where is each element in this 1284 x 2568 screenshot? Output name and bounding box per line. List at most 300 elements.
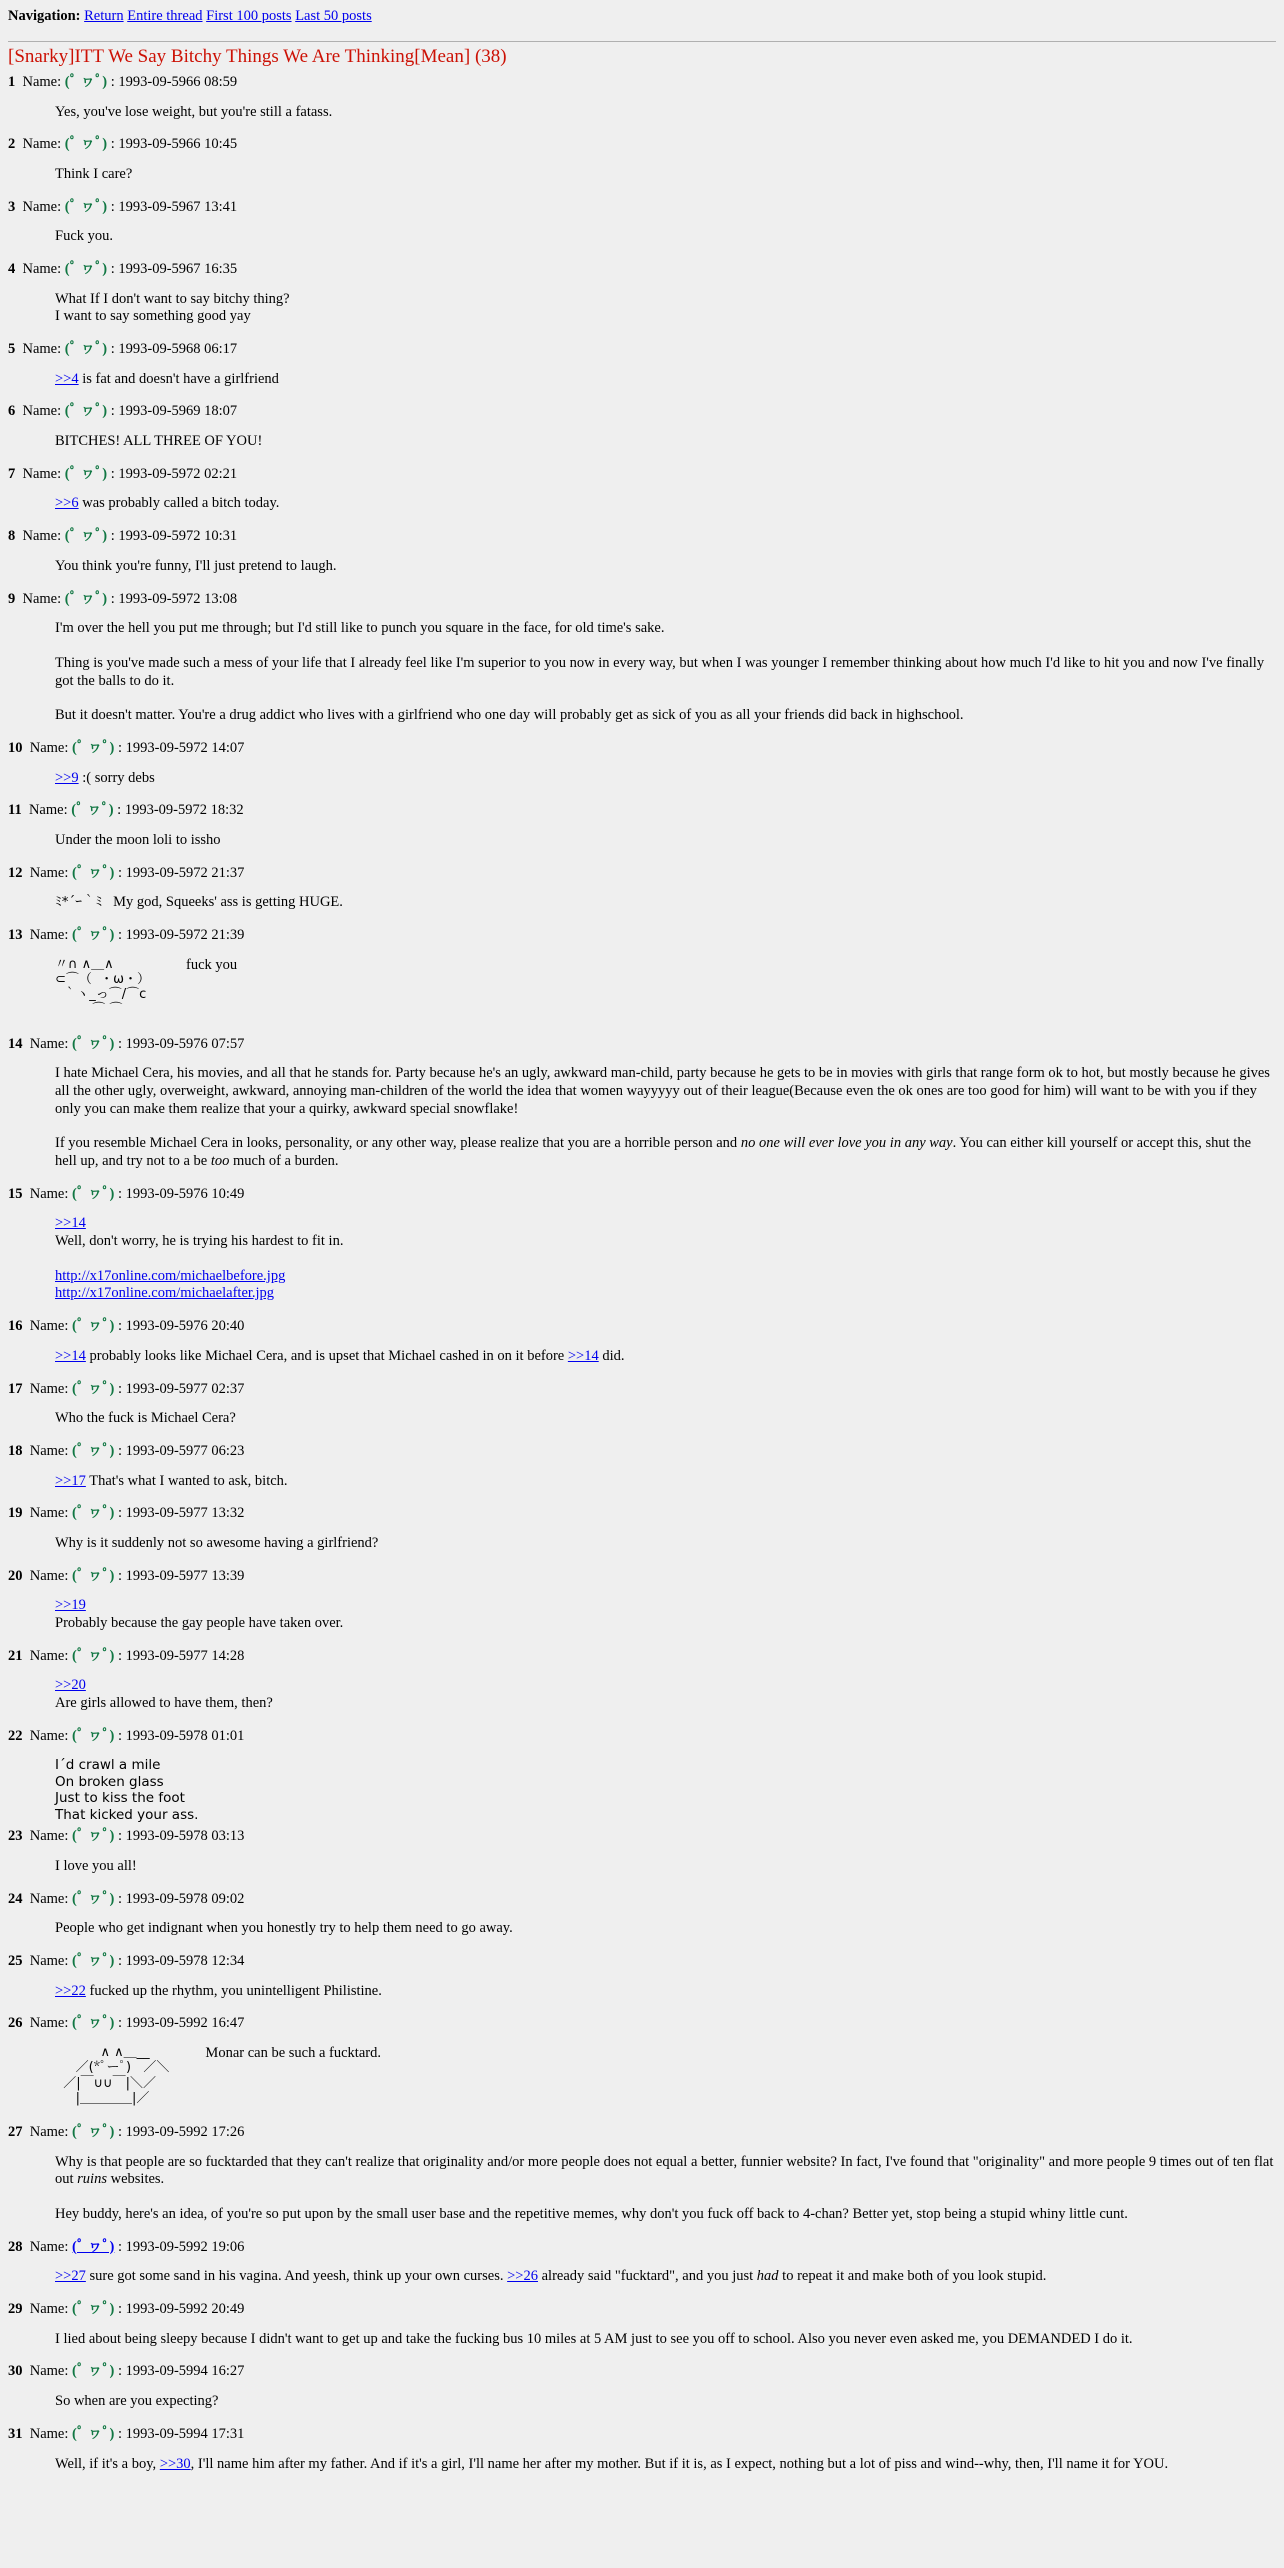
post-paragraph: [55, 2154, 1276, 2189]
nav-link-return[interactable]: Return: [84, 8, 124, 24]
post-body: [55, 1757, 1276, 1823]
post-header: 4 Name: (ﾟ ヮﾟ) : 1993-09-5967 16:35: [8, 260, 238, 277]
post-text: to repeat it and make both of you look stupid.: [778, 2268, 1047, 2285]
name-label: Name:: [29, 2123, 69, 2140]
post-body: [55, 1473, 1276, 1491]
post: [8, 1186, 1276, 1303]
post-date: 1993-09-5976 07:57: [125, 1035, 245, 1052]
post-body: [55, 1983, 1276, 2001]
post-paragraph: I'm over the hell you put me through; but I'd still like to punch you square in the face, for old time's sake.: [55, 620, 665, 637]
post-text: Fuck you.: [55, 228, 113, 245]
post-date: 1993-09-5977 06:23: [125, 1442, 245, 1459]
post-header: 29 Name: (ﾟ ヮﾟ) : 1993-09-5992 20:49: [8, 2301, 245, 2318]
post-text: BITCHES! ALL THREE OF YOU!: [55, 433, 263, 450]
post: [8, 591, 1276, 725]
poster-name: (ﾟ ヮﾟ): [72, 1380, 115, 1397]
nav-link-last-50[interactable]: Last 50 posts: [295, 8, 372, 24]
post: [8, 865, 1276, 912]
poster-name: (ﾟ ヮﾟ): [72, 1318, 115, 1335]
post-date: 1993-09-5978 12:34: [125, 1953, 245, 1970]
post: [8, 1381, 1276, 1428]
poster-name: (ﾟ ヮﾟ): [72, 1185, 115, 1202]
post-text: If you resemble Michael Cera in looks, personality, or any other way, please realize that you are a horrible person and: [55, 1135, 741, 1152]
post: [8, 1648, 1276, 1713]
post-text: Well, don't worry, he is trying his hardest to fit in.: [55, 1233, 344, 1250]
post-number: 9: [8, 590, 16, 607]
post-text: websites.: [106, 2171, 165, 2188]
poster-name: (ﾟ ヮﾟ): [72, 2425, 115, 2442]
post-header: 3 Name: (ﾟ ヮﾟ) : 1993-09-5967 13:41: [8, 198, 238, 215]
post: [8, 1036, 1276, 1171]
post-header: 12 Name: (ﾟ ヮﾟ) : 1993-09-5972 21:37: [8, 864, 245, 881]
name-label: Name:: [22, 590, 62, 607]
post-text: Who the fuck is Michael Cera?: [55, 1410, 236, 1427]
post-date: 1993-09-5978 01:01: [125, 1727, 245, 1744]
post-date: 1993-09-5972 18:32: [124, 802, 244, 819]
post-date: 1993-09-5976 10:49: [125, 1185, 245, 1202]
post-header: 1 Name: (ﾟ ヮﾟ) : 1993-09-5966 08:59: [8, 73, 238, 90]
poem-line: Just to kiss the foot: [55, 1790, 185, 1807]
name-label: Name:: [29, 1035, 69, 1052]
divider: [8, 41, 1276, 42]
name-label: Name:: [29, 1953, 69, 1970]
post: [8, 2239, 1276, 2286]
name-label: Name:: [29, 2238, 69, 2255]
navigation-label: Navigation:: [8, 8, 81, 24]
ascii-art-row: [55, 957, 1276, 1018]
post-date: 1993-09-5969 18:07: [118, 403, 238, 420]
post-text: I want to say something good yay: [55, 308, 251, 325]
post: [8, 528, 1276, 575]
post: [8, 341, 1276, 388]
post-text: probably looks like Michael Cera, and is upset that Michael cashed in on it before: [85, 1347, 568, 1364]
name-label: Name:: [29, 1442, 69, 1459]
post-number: 28: [8, 2238, 23, 2255]
post-body: [55, 1215, 1276, 1303]
post: [8, 1728, 1276, 1824]
post-number: 11: [8, 802, 22, 819]
poster-name: (ﾟ ヮﾟ): [64, 590, 108, 607]
post-number: 7: [8, 465, 16, 482]
post: [8, 2426, 1276, 2473]
post-date: 1993-09-5992 19:06: [125, 2238, 245, 2255]
post-body: [55, 2154, 1276, 2224]
post-number: 15: [8, 1185, 23, 1202]
quote-link[interactable]: >>9: [55, 769, 79, 786]
quote-link[interactable]: >>14: [55, 1215, 86, 1232]
poster-name: (ﾟ ヮﾟ): [72, 1727, 115, 1744]
poster-name: (ﾟ ヮﾟ): [71, 802, 114, 819]
post-body: [55, 2456, 1276, 2474]
post-date: 1993-09-5972 21:37: [125, 864, 245, 881]
poster-name: (ﾟ ヮﾟ): [72, 1442, 115, 1459]
post-header: 6 Name: (ﾟ ヮﾟ) : 1993-09-5969 18:07: [8, 403, 238, 420]
name-label: Name:: [22, 465, 62, 482]
post-number: 29: [8, 2301, 23, 2318]
nav-link-first-100[interactable]: First 100 posts: [206, 8, 292, 24]
post-body: [55, 957, 1276, 1018]
post: [8, 1891, 1276, 1938]
post-number: 25: [8, 1953, 23, 1970]
post-number: 2: [8, 136, 16, 153]
poem-line: That kicked your ass.: [55, 1806, 199, 1823]
name-label: Name:: [29, 739, 69, 756]
external-link[interactable]: http://x17online.com/michaelafter.jpg: [55, 1285, 275, 1302]
post-body: [55, 1348, 1276, 1366]
post-date: 1993-09-5978 03:13: [125, 1828, 245, 1845]
post-date: 1993-09-5966 08:59: [118, 73, 238, 90]
nav-link-entire-thread[interactable]: Entire thread: [127, 8, 203, 24]
post-header: 23 Name: (ﾟ ヮﾟ) : 1993-09-5978 03:13: [8, 1828, 245, 1845]
post-date: 1993-09-5972 14:07: [125, 739, 245, 756]
post-header: 14 Name: (ﾟ ヮﾟ) : 1993-09-5976 07:57: [8, 1035, 245, 1052]
name-label: Name:: [29, 864, 69, 881]
post: [8, 2363, 1276, 2410]
post-header: 7 Name: (ﾟ ヮﾟ) : 1993-09-5972 02:21: [8, 465, 238, 482]
post-date: 1993-09-5992 17:26: [125, 2123, 245, 2140]
poster-name: (ﾟ ヮﾟ): [64, 198, 108, 215]
quote-link[interactable]: >>19: [55, 1597, 86, 1614]
post-header: 10 Name: (ﾟ ヮﾟ) : 1993-09-5972 14:07: [8, 739, 245, 756]
poster-name: (ﾟ ヮﾟ): [72, 2301, 115, 2318]
post-date: 1993-09-5967 16:35: [118, 260, 238, 277]
post-body: [55, 166, 1276, 184]
poster-name: (ﾟ ヮﾟ): [64, 341, 108, 358]
post-body: [55, 894, 1276, 912]
post-body: [55, 1858, 1276, 1876]
post: [8, 136, 1276, 183]
post-body: [55, 433, 1276, 451]
post: [8, 403, 1276, 450]
poster-name: (ﾟ ヮﾟ): [72, 864, 115, 881]
post-text: Are girls allowed to have them, then?: [55, 1695, 273, 1712]
post-list: [8, 74, 1276, 2473]
post-number: 22: [8, 1727, 23, 1744]
post: [8, 1828, 1276, 1875]
post-body: [55, 558, 1276, 576]
name-label: Name:: [22, 403, 62, 420]
post-date: 1993-09-5968 06:17: [118, 341, 238, 358]
poster-name: (ﾟ ヮﾟ): [72, 2015, 115, 2032]
post-body: [55, 291, 1276, 326]
post-text: Why is it suddenly not so awesome having a girlfriend?: [55, 1534, 379, 1551]
name-label: Name:: [29, 927, 69, 944]
post-paragraph: [55, 1215, 1276, 1250]
post-body: [55, 2045, 1276, 2106]
post-number: 24: [8, 1890, 23, 1907]
post-header: 30 Name: (ﾟ ヮﾟ) : 1993-09-5994 16:27: [8, 2363, 245, 2380]
name-label: Name:: [22, 260, 62, 277]
post-date: 1993-09-5978 09:02: [125, 1890, 245, 1907]
post-date: 1993-09-5966 10:45: [118, 136, 238, 153]
post: [8, 802, 1276, 849]
post-body: [55, 228, 1276, 246]
name-label: Name:: [29, 1567, 69, 1584]
post-header: 11 Name: (ﾟ ヮﾟ) : 1993-09-5972 18:32: [8, 802, 244, 819]
post-header: 2 Name: (ﾟ ヮﾟ) : 1993-09-5966 10:45: [8, 136, 238, 153]
post: [8, 2015, 1276, 2106]
ascii-art-row: [55, 2045, 1276, 2106]
name-label: Name:: [29, 1828, 69, 1845]
poster-name: (ﾟ ヮﾟ): [64, 403, 108, 420]
poster-name: (ﾟ ヮﾟ): [72, 2363, 115, 2380]
post-text: . You can either kill yourself or accept this, shut the hell up, and try not to a be: [55, 1135, 1252, 1170]
post-number: 26: [8, 2015, 23, 2032]
post-body: [55, 1920, 1276, 1938]
post: [8, 1443, 1276, 1490]
post-date: 1993-09-5992 16:47: [125, 2015, 245, 2032]
post-header: 21 Name: (ﾟ ヮﾟ) : 1993-09-5977 14:28: [8, 1647, 245, 1664]
post: [8, 74, 1276, 121]
post-paragraph: [55, 1135, 1276, 1170]
post-body: [55, 371, 1276, 389]
navigation-bar: [8, 8, 1276, 26]
poster-name: (ﾟ ヮﾟ): [64, 136, 108, 153]
post-text: Yes, you've lose weight, but you're still a fatass.: [55, 103, 333, 120]
post: [8, 199, 1276, 246]
post-number: 23: [8, 1828, 23, 1845]
post-text: already said "fucktard", and you just: [537, 2268, 757, 2285]
name-label: Name:: [22, 341, 62, 358]
post: [8, 2301, 1276, 2348]
post-text: Monar can be such a fucktard.: [205, 2045, 381, 2062]
post-number: 12: [8, 864, 23, 881]
post-text: Probably because the gay people have taken over.: [55, 1615, 344, 1632]
post-number: 27: [8, 2123, 23, 2140]
post-date: 1993-09-5972 02:21: [118, 465, 238, 482]
post-header: 9 Name: (ﾟ ヮﾟ) : 1993-09-5972 13:08: [8, 590, 238, 607]
post-number: 10: [8, 739, 23, 756]
poster-name: (ﾟ ヮﾟ): [72, 1567, 115, 1584]
poster-name: (ﾟ ヮﾟ): [64, 528, 108, 545]
ascii-art: 〃∩ ∧＿∧ ⊂⌒（ ・ω・） ｀ヽ_っ⌒/⌒c ⌒ ⌒: [55, 956, 151, 1018]
post-body: [55, 2331, 1276, 2349]
post-date: 1993-09-5994 17:31: [125, 2425, 245, 2442]
post-number: 19: [8, 1505, 23, 1522]
post-header: 31 Name: (ﾟ ヮﾟ) : 1993-09-5994 17:31: [8, 2425, 245, 2442]
post: [8, 740, 1276, 787]
post-header: 25 Name: (ﾟ ヮﾟ) : 1993-09-5978 12:34: [8, 1953, 245, 1970]
poster-name[interactable]: (ﾟ ヮﾟ): [72, 2238, 115, 2255]
post-header: 18 Name: (ﾟ ヮﾟ) : 1993-09-5977 06:23: [8, 1442, 245, 1459]
poster-name: (ﾟ ヮﾟ): [72, 1953, 115, 1970]
name-label: Name:: [29, 1505, 69, 1522]
post: [8, 1505, 1276, 1552]
poster-name: (ﾟ ヮﾟ): [72, 739, 115, 756]
post-number: 14: [8, 1035, 23, 1052]
emphasis: no one will ever love you in any way: [740, 1135, 953, 1152]
name-label: Name:: [29, 2301, 69, 2318]
post-body: [55, 104, 1276, 122]
post-date: 1993-09-5976 20:40: [125, 1318, 245, 1335]
post-date: 1993-09-5992 20:49: [125, 2301, 245, 2318]
post-header: 27 Name: (ﾟ ヮﾟ) : 1993-09-5992 17:26: [8, 2123, 245, 2140]
post-body: [55, 770, 1276, 788]
post-number: 21: [8, 1647, 23, 1664]
post-text: Well, if it's a boy,: [55, 2455, 160, 2472]
post-header: 15 Name: (ﾟ ヮﾟ) : 1993-09-5976 10:49: [8, 1185, 245, 1202]
post-text: That's what I wanted to ask, bitch.: [85, 1472, 288, 1489]
poster-name: (ﾟ ヮﾟ): [72, 2123, 115, 2140]
post-text: did.: [598, 1347, 625, 1364]
poster-name: (ﾟ ヮﾟ): [64, 73, 108, 90]
post-header: 5 Name: (ﾟ ヮﾟ) : 1993-09-5968 06:17: [8, 341, 238, 358]
poster-name: (ﾟ ヮﾟ): [72, 1035, 115, 1052]
post-header: 28 Name: (ﾟ ヮﾟ) : 1993-09-5992 19:06: [8, 2238, 245, 2255]
post-text: So when are you expecting?: [55, 2393, 219, 2410]
quote-link[interactable]: >>4: [55, 370, 79, 387]
post-body: [55, 620, 1276, 725]
name-label: Name:: [29, 1647, 69, 1664]
post-text: fuck you: [186, 956, 238, 973]
post-paragraph: Hey buddy, here's an idea, of you're so put upon by the small user base and the repetitive memes, why don't you fuck off back to 4-chan? Better yet, stop being a stupid whiny little cunt.: [55, 2206, 1128, 2223]
name-label: Name:: [22, 528, 62, 545]
post-text: much of a burden.: [229, 1153, 339, 1170]
name-label: Name:: [29, 2425, 69, 2442]
post-number: 31: [8, 2425, 23, 2442]
name-label: Name:: [29, 1318, 69, 1335]
name-label: Name:: [29, 1380, 69, 1397]
post-number: 13: [8, 927, 23, 944]
post-number: 6: [8, 403, 16, 420]
post-paragraph: Thing is you've made such a mess of your life that I already feel like I'm superior to you now in every way, but when I was younger I remember thinking about how much I'd like to hit you and now I've finally got the balls to do it.: [55, 654, 1265, 689]
name-label: Name:: [29, 2015, 69, 2032]
quote-link[interactable]: >>26: [507, 2268, 538, 2285]
post-text: I lied about being sleepy because I didn't want to get up and take the fucking bus 10 miles at 5 AM just to see you off to school. Also you never even asked me, you DEMANDED I do it.: [55, 2330, 1133, 2347]
post-body: [55, 1677, 1276, 1712]
post-header: 16 Name: (ﾟ ヮﾟ) : 1993-09-5976 20:40: [8, 1318, 245, 1335]
quote-link[interactable]: >>6: [55, 495, 79, 512]
post-paragraph: But it doesn't matter. You're a drug addict who lives with a girlfriend who one day will probably get as sick of you as all your friends did back in highschool.: [55, 707, 964, 724]
name-label: Name:: [29, 1727, 69, 1744]
post-header: 8 Name: (ﾟ ヮﾟ) : 1993-09-5972 10:31: [8, 528, 238, 545]
post-header: 24 Name: (ﾟ ヮﾟ) : 1993-09-5978 09:02: [8, 1890, 245, 1907]
ascii-art: ﾐ*´ｰ｀ﾐ: [55, 894, 103, 911]
post-number: 8: [8, 528, 16, 545]
name-label: Name:: [29, 1185, 69, 1202]
post-number: 16: [8, 1318, 23, 1335]
post-date: 1993-09-5972 21:39: [125, 927, 245, 944]
post: [8, 1318, 1276, 1365]
post-text: Why is that people are so fucktarded that they can't realize that originality and/or more people does not equal a better, funnier website? In fact, I've found that "originality" and more people 9 times out of ten flat out: [55, 2153, 1274, 2188]
post-body: [55, 2268, 1276, 2286]
post-body: [55, 1410, 1276, 1428]
post-header: 22 Name: (ﾟ ヮﾟ) : 1993-09-5978 01:01: [8, 1727, 245, 1744]
post-text: Think I care?: [55, 165, 133, 182]
poster-name: (ﾟ ヮﾟ): [72, 1828, 115, 1845]
post-number: 1: [8, 73, 16, 90]
post-number: 17: [8, 1380, 23, 1397]
name-label: Name:: [29, 2363, 69, 2380]
external-link[interactable]: http://x17online.com/michaelbefore.jpg: [55, 1267, 286, 1284]
quote-link[interactable]: >>20: [55, 1677, 86, 1694]
emphasis: had: [756, 2268, 779, 2285]
post-body: [55, 1535, 1276, 1553]
poster-name: (ﾟ ヮﾟ): [64, 260, 108, 277]
post-number: 5: [8, 341, 16, 358]
post-text: was probably called a bitch today.: [78, 495, 280, 512]
post-text: I love you all!: [55, 1858, 137, 1875]
quote-link[interactable]: >>14: [567, 1347, 599, 1364]
poster-name: (ﾟ ヮﾟ): [72, 1647, 115, 1664]
poster-name: (ﾟ ヮﾟ): [64, 465, 108, 482]
post-number: 3: [8, 198, 16, 215]
quote-link[interactable]: >>17: [55, 1472, 86, 1489]
poem-line: On broken glass: [55, 1773, 164, 1790]
post-text: Under the moon loli to issho: [55, 832, 221, 849]
post-text: You think you're funny, I'll just pretend to laugh.: [55, 557, 337, 574]
post-header: 19 Name: (ﾟ ヮﾟ) : 1993-09-5977 13:32: [8, 1505, 245, 1522]
post-text: fucked up the rhythm, you unintelligent Philistine.: [85, 1982, 382, 1999]
poster-name: (ﾟ ヮﾟ): [72, 1890, 115, 1907]
post-date: 1993-09-5977 14:28: [125, 1647, 245, 1664]
quote-link[interactable]: >>27: [55, 2268, 86, 2285]
name-label: Name:: [28, 802, 68, 819]
thread-title: [Snarky]ITT We Say Bitchy Things We Are Thinking[Mean] (38): [8, 45, 507, 67]
post-header: 26 Name: (ﾟ ヮﾟ) : 1993-09-5992 16:47: [8, 2015, 245, 2032]
post-text: My god, Squeeks' ass is getting HUGE.: [113, 894, 343, 911]
poem-line: I´d crawl a mile: [55, 1757, 161, 1774]
post: [8, 261, 1276, 326]
post: [8, 2124, 1276, 2224]
post-text: People who get indignant when you honestly try to help them need to go away.: [55, 1920, 513, 1937]
post-header: 17 Name: (ﾟ ヮﾟ) : 1993-09-5977 02:37: [8, 1380, 245, 1397]
post-text: is fat and doesn't have a girlfriend: [78, 370, 279, 387]
ascii-art: ∧ ∧＿__ ／(*ﾟーﾟ) ／＼ ／|￣∪∪￣|＼／ |＿＿＿＿|／: [63, 2045, 170, 2106]
post-body: [55, 2393, 1276, 2411]
post-header: 13 Name: (ﾟ ヮﾟ) : 1993-09-5972 21:39: [8, 927, 245, 944]
post-date: 1993-09-5977 02:37: [125, 1380, 245, 1397]
post-body: [55, 832, 1276, 850]
name-label: Name:: [22, 136, 62, 153]
post-body: [55, 495, 1276, 513]
poster-name: (ﾟ ヮﾟ): [72, 1505, 115, 1522]
post: [8, 927, 1276, 1018]
post-paragraph: [55, 1268, 1276, 1303]
post: [8, 1953, 1276, 2000]
post-number: 4: [8, 260, 16, 277]
post-date: 1993-09-5972 13:08: [118, 590, 238, 607]
post-number: 20: [8, 1567, 23, 1584]
name-label: Name:: [22, 198, 62, 215]
poster-name: (ﾟ ヮﾟ): [72, 927, 115, 944]
quote-link[interactable]: >>14: [55, 1347, 86, 1364]
quote-link[interactable]: >>22: [55, 1982, 86, 1999]
post-body: [55, 1597, 1276, 1632]
name-label: Name:: [29, 1890, 69, 1907]
post: [8, 466, 1276, 513]
post-number: 18: [8, 1442, 23, 1459]
post-number: 30: [8, 2363, 23, 2380]
post-text: , I'll name him after my father. And if it's a girl, I'll name her after my mother. But if it is, as I expect, nothing but a lot of piss and wind--why, then, I'll name it for YOU.: [190, 2455, 1169, 2472]
quote-link[interactable]: >>30: [159, 2455, 191, 2472]
post-text: What If I don't want to say bitchy thing?: [55, 290, 290, 307]
post-text: sure got some sand in his vagina. And yeesh, think up your own curses.: [85, 2268, 508, 2285]
post-paragraph: I hate Michael Cera, his movies, and all that he stands for. Party because he's an ugly, awkward man-child, party because he gets to be in movies with girls that range form ok to hot, but mostly because he gives all the other ugly, overweight, awkward, annoying man-children of the world the idea that women wayyyyy out of their league(Because even the ok ones are too good for him) will want to be with you if they only you can make them realize that your a quirky, awkward special snowflake!: [55, 1065, 1270, 1117]
post-date: 1993-09-5972 10:31: [118, 528, 238, 545]
post-header: 20 Name: (ﾟ ヮﾟ) : 1993-09-5977 13:39: [8, 1567, 245, 1584]
post: [8, 1568, 1276, 1633]
emphasis: too: [210, 1153, 230, 1170]
post-text: :( sorry debs: [78, 769, 155, 786]
poem: [55, 1757, 1276, 1823]
emphasis: ruins: [77, 2171, 107, 2188]
post-body: [55, 1065, 1276, 1170]
post-date: 1993-09-5967 13:41: [118, 198, 238, 215]
post-date: 1993-09-5977 13:39: [125, 1567, 245, 1584]
post-date: 1993-09-5994 16:27: [125, 2363, 245, 2380]
post-date: 1993-09-5977 13:32: [125, 1505, 245, 1522]
